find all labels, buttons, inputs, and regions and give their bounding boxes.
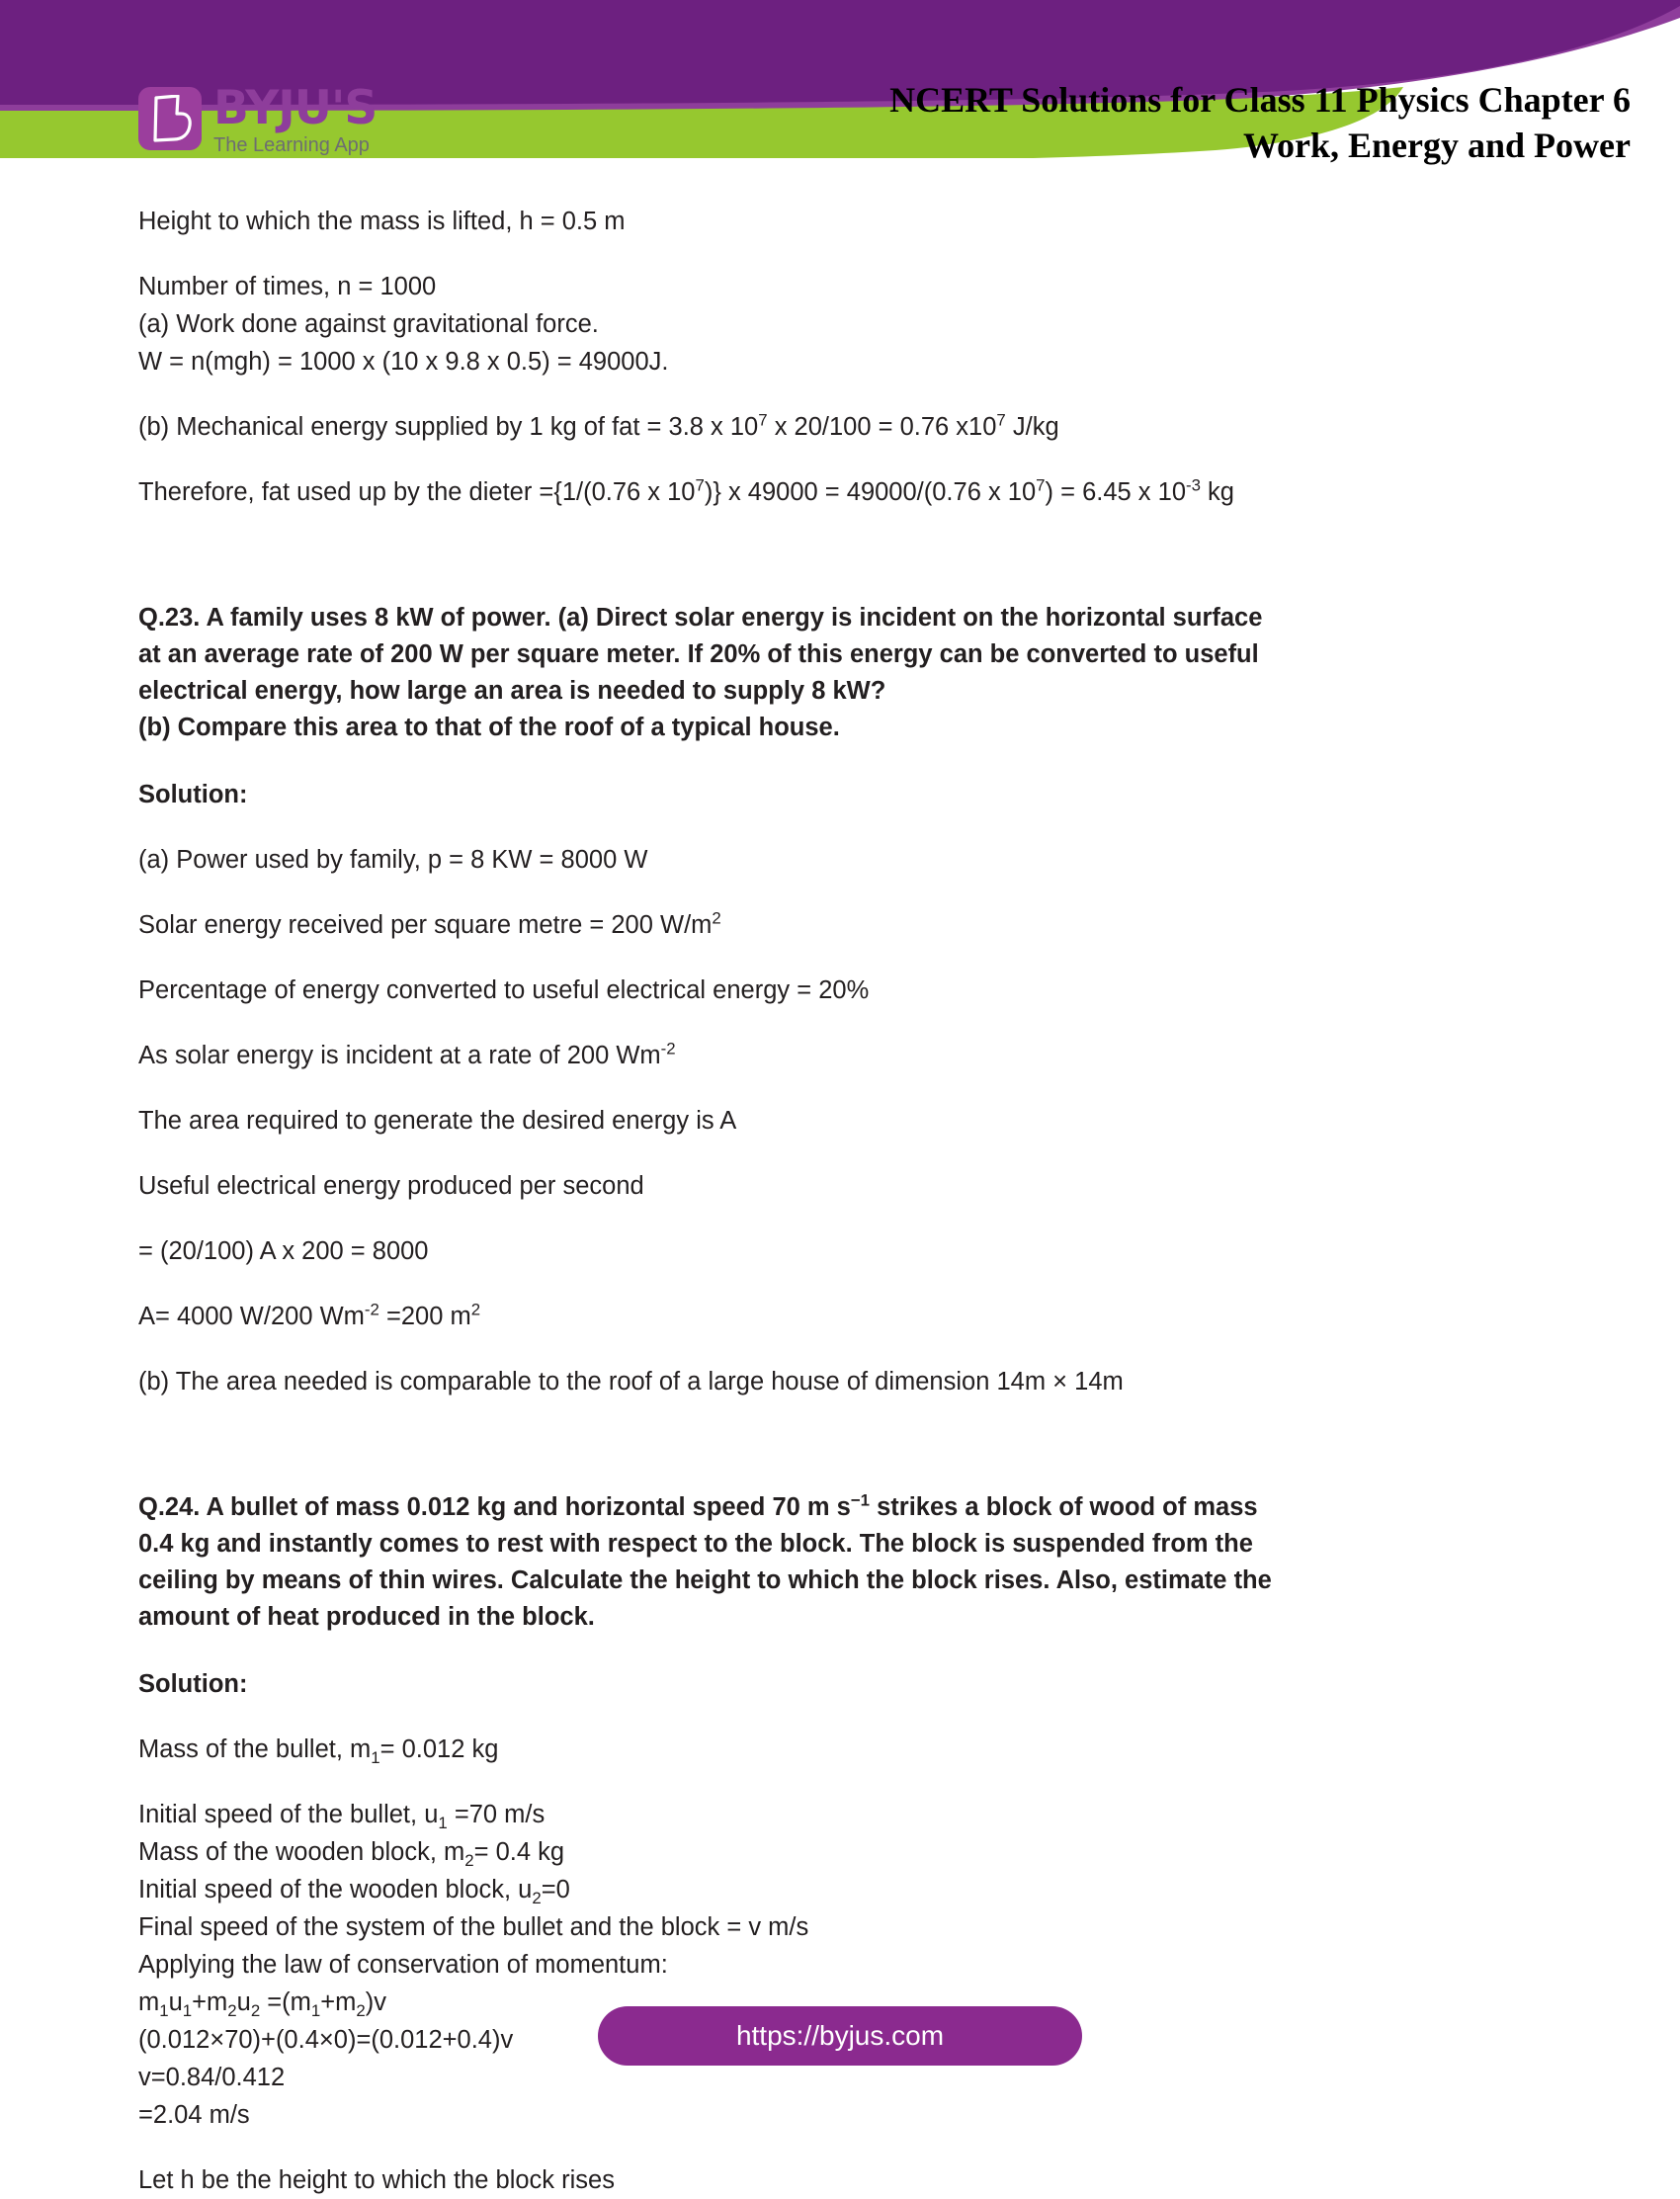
q24-l2-pre: Initial speed of the wooden block, u xyxy=(138,1876,533,1903)
q23-area-sup-1: -2 xyxy=(364,1300,379,1319)
q23-line-2: at an average rate of 200 W per square meter. If 20% of this energy can be converted to useful xyxy=(138,640,1259,668)
q23-line-1: Q.23. A family uses 8 kW of power. (a) Direct solar energy is incident on the horizontal surface xyxy=(138,604,1263,632)
eq1-a-sub: 1 xyxy=(159,2001,169,2021)
eq1-f: +m xyxy=(320,1988,357,2016)
q23-incident-pre: As solar energy is incident at a rate of 200 Wm xyxy=(138,1042,661,1069)
work-done-group xyxy=(138,268,1542,381)
q23-area-sup-2: 2 xyxy=(470,1300,481,1319)
q23-solar-sup: 2 xyxy=(712,908,721,928)
section-spacer-1 xyxy=(138,539,1542,600)
mechanical-energy-line xyxy=(138,408,1542,446)
eq1-b-sub: 1 xyxy=(182,2001,193,2021)
q24-mass-post: = 0.012 kg xyxy=(379,1735,499,1763)
q23-area-mid: =200 m xyxy=(378,1303,471,1330)
q24-mass-pre: Mass of the bullet, m xyxy=(138,1735,372,1763)
footer-url-label: https://byjus.com xyxy=(735,2020,945,2051)
q24-v-fraction-line: v=0.84/0.412 xyxy=(138,2064,286,2091)
q23-area-required-line: The area required to generate the desired energy is A xyxy=(138,1107,737,1135)
q24-initial-speed-block-line xyxy=(138,1871,1542,1908)
fat-used-line xyxy=(138,473,1542,511)
q24-solution-label: Solution: xyxy=(138,1670,248,1698)
fat-used-sup-1: 7 xyxy=(695,475,705,495)
q23-solar-energy-line xyxy=(138,906,1542,944)
q24-l1-sub: 2 xyxy=(464,1851,474,1871)
page-title xyxy=(613,77,1631,168)
q24-mass-bullet-line xyxy=(138,1731,1542,1768)
q24-initial-speed-bullet-line xyxy=(138,1796,1542,1833)
mech-energy-sup-2: 7 xyxy=(996,410,1006,430)
q24-substitution-line: (0.012×70)+(0.4×0)=(0.012+0.4)v xyxy=(138,2026,514,2054)
q24-mass-sub: 1 xyxy=(371,1748,380,1768)
q24-l0-post: =70 m/s xyxy=(447,1801,546,1828)
fat-used-d: kg xyxy=(1200,478,1234,506)
q24-l0-sub: 1 xyxy=(438,1814,448,1833)
q24-line-1-sup: −1 xyxy=(850,1490,871,1510)
eq1-e: =(m xyxy=(260,1988,311,2016)
q24-line-2: 0.4 kg and instantly comes to rest with respect to the block. The block is suspended from the xyxy=(138,1530,1253,1558)
page-title-line-1: NCERT Solutions for Class 11 Physics Chapter 6 xyxy=(889,80,1631,120)
work-done-formula-line: W = n(mgh) = 1000 x (10 x 9.8 x 0.5) = 49000J. xyxy=(138,348,669,376)
work-done-heading-line: (a) Work done against gravitational force. xyxy=(138,310,599,338)
fat-used-sup-2: 7 xyxy=(1036,475,1046,495)
q24-line-1-pre: Q.24. A bullet of mass 0.012 kg and horizontal speed 70 m s xyxy=(138,1493,851,1521)
q24-final-speed-line: Final speed of the system of the bullet and the block = v m/s xyxy=(138,1913,809,1941)
q23-comparison-line: (b) The area needed is comparable to the roof of a large house of dimension 14m × 14m xyxy=(138,1368,1124,1396)
eq1-e-sub: 1 xyxy=(310,2001,321,2021)
q24-l1-pre: Mass of the wooden block, m xyxy=(138,1838,465,1866)
q24-v-result-line: =2.04 m/s xyxy=(138,2101,250,2129)
q23-equation-line: = (20/100) A x 200 = 8000 xyxy=(138,1237,429,1265)
mech-energy-mid: x 20/100 = 0.76 x10 xyxy=(767,413,997,441)
q23-percentage-line: Percentage of energy converted to useful electrical energy = 20% xyxy=(138,976,870,1004)
q24-momentum-law-line: Applying the law of conservation of momentum: xyxy=(138,1951,668,1979)
eq1-f-sub: 2 xyxy=(356,2001,366,2021)
fat-used-a: Therefore, fat used up by the dieter ={1/(0.76 x 10 xyxy=(138,478,696,506)
q23-solar-pre: Solar energy received per square metre = 200 W/m xyxy=(138,911,713,939)
fat-used-b: )} x 49000 = 49000/(0.76 x 10 xyxy=(704,478,1037,506)
q23-solution-label: Solution: xyxy=(138,781,248,808)
eq1-c: +m xyxy=(192,1988,228,2016)
eq1-g: )v xyxy=(365,1988,387,2016)
byjus-logo xyxy=(138,81,378,157)
q23-incident-rate-line xyxy=(138,1037,1542,1074)
q23-incident-sup: -2 xyxy=(660,1039,676,1058)
page-title-line-2: Work, Energy and Power xyxy=(1243,126,1631,165)
fat-used-c: ) = 6.45 x 10 xyxy=(1045,478,1186,506)
eq1-d-sub: 2 xyxy=(250,2001,261,2021)
eq1-c-sub: 2 xyxy=(227,2001,237,2021)
logo-wordmark: BYJU'S xyxy=(213,81,378,135)
mech-energy-post: J/kg xyxy=(1005,413,1059,441)
b-glyph-icon xyxy=(147,95,193,142)
q24-mass-block-line xyxy=(138,1833,1542,1871)
q24-line-1-post: strikes a block of wood of mass xyxy=(870,1493,1258,1521)
q24-line-3: ceiling by means of thin wires. Calculate the height to which the block rises. Also, estimate the xyxy=(138,1566,1272,1594)
q24-line-1 xyxy=(138,1489,1542,1526)
eq1-a: m xyxy=(138,1988,160,2016)
q23-area-result-line xyxy=(138,1298,1542,1335)
q23-useful-energy-line: Useful electrical energy produced per second xyxy=(138,1172,644,1200)
q24-line-4: amount of heat produced in the block. xyxy=(138,1603,595,1631)
document-content xyxy=(138,203,1542,2199)
eq1-b: u xyxy=(168,1988,183,2016)
q23-line-3: electrical energy, how large an area is needed to supply 8 kW? xyxy=(138,677,886,705)
q24-l2-sub: 2 xyxy=(532,1889,542,1908)
height-lifted-line: Height to which the mass is lifted, h = 0.5 m xyxy=(138,208,626,235)
section-spacer-2 xyxy=(138,1428,1542,1489)
q24-l0-pre: Initial speed of the bullet, u xyxy=(138,1801,439,1828)
eq1-d: u xyxy=(236,1988,251,2016)
mech-energy-sup-1: 7 xyxy=(758,410,768,430)
q24-l1-post: = 0.4 kg xyxy=(473,1838,565,1866)
q23-power-used-line: (a) Power used by family, p = 8 KW = 8000 W xyxy=(138,846,648,874)
footer-url-button[interactable] xyxy=(598,2006,1082,2066)
byjus-b-logo-icon xyxy=(138,87,202,150)
q23-area-pre: A= 4000 W/200 Wm xyxy=(138,1303,365,1330)
number-of-times-line: Number of times, n = 1000 xyxy=(138,273,437,300)
q24-l2-post: =0 xyxy=(541,1876,570,1903)
q24-derivation-group xyxy=(138,1796,1542,2134)
q23-line-4: (b) Compare this area to that of the roof of a typical house. xyxy=(138,714,840,741)
q24-let-h-line: Let h be the height to which the block rises xyxy=(138,2166,615,2194)
question-23-text xyxy=(138,600,1542,746)
question-24-text xyxy=(138,1489,1542,1636)
fat-used-sup-3: -3 xyxy=(1186,475,1201,495)
logo-tagline: The Learning App xyxy=(213,134,370,156)
mech-energy-pre: (b) Mechanical energy supplied by 1 kg of fat = 3.8 x 10 xyxy=(138,413,759,441)
